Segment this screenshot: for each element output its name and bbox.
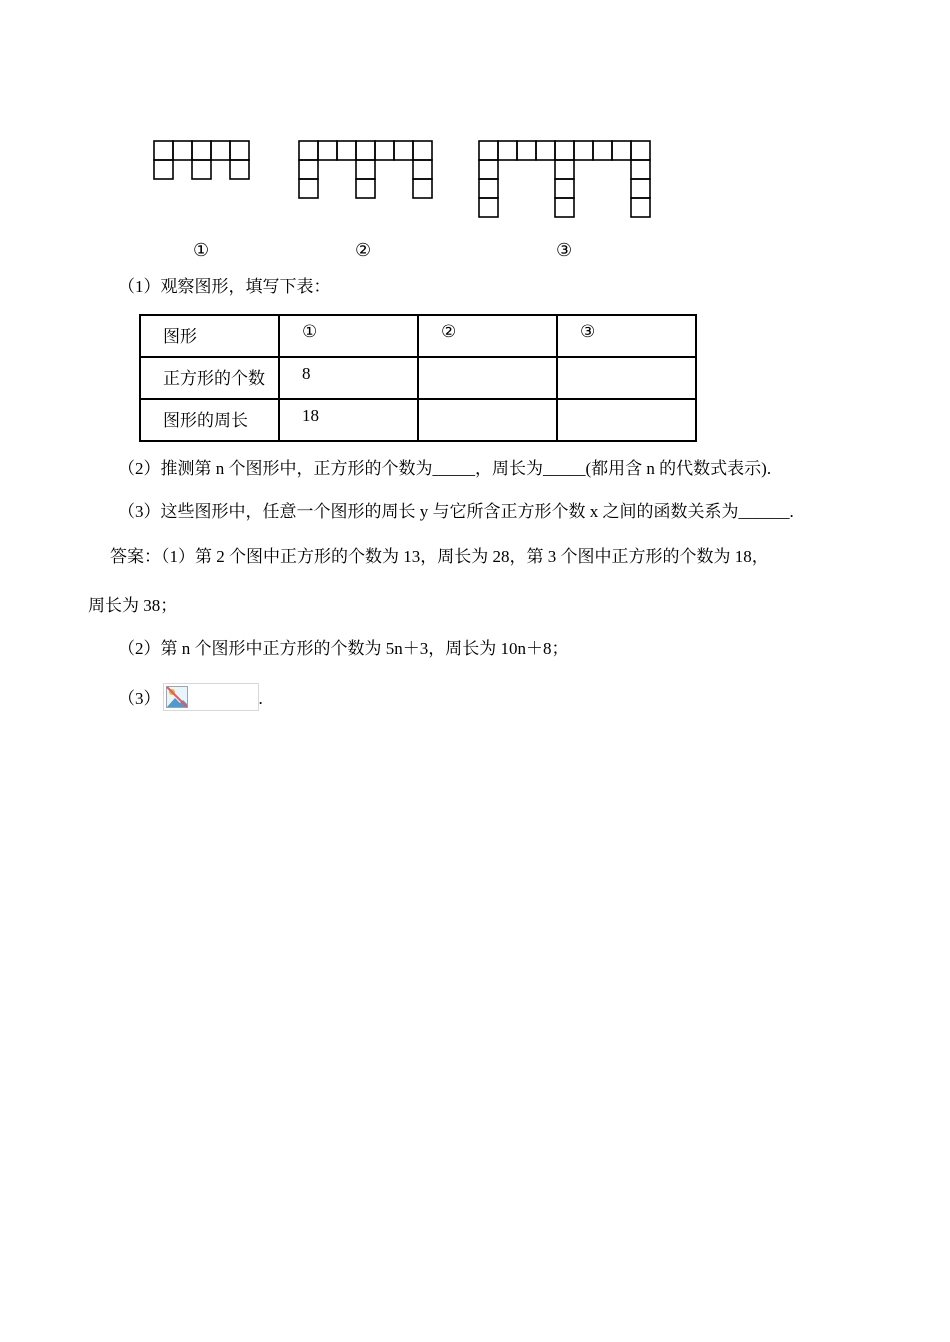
unit-square: [211, 141, 230, 160]
figure-3: [478, 140, 651, 218]
answer-line-1: 答案：（1）第 2 个图中正方形的个数为 13，周长为 28，第 3 个图中正方形的个数为 18，: [110, 547, 769, 566]
unit-square: [413, 179, 432, 198]
answer-line-4-prefix: （3）: [118, 689, 161, 708]
question-2: （2）推测第 n 个图形中，正方形的个数为_____，周长为_____(都用含 n 的代数式表示).: [118, 459, 772, 478]
broken-image-icon: [163, 683, 259, 711]
figure-label-2: ②: [355, 240, 372, 261]
figure-label-1: ①: [193, 240, 210, 261]
unit-square: [299, 179, 318, 198]
unit-square: [631, 160, 650, 179]
unit-square: [337, 141, 356, 160]
unit-square: [154, 141, 173, 160]
unit-square: [173, 141, 192, 160]
table-row: [140, 315, 696, 357]
unit-square: [318, 141, 337, 160]
table-cell: ②: [418, 315, 557, 357]
unit-square: [479, 198, 498, 217]
unit-square: [299, 160, 318, 179]
figure-2: [298, 140, 433, 199]
unit-square: [299, 141, 318, 160]
answer-line-3: （2）第 n 个图形中正方形的个数为 5n＋3，周长为 10n＋8；: [118, 639, 569, 658]
unit-square: [593, 141, 612, 160]
answer-line-4-suffix: .: [258, 689, 263, 708]
table-row: [140, 357, 696, 399]
unit-square: [154, 160, 173, 179]
table-cell: ③: [557, 315, 696, 357]
squares-figure: [153, 140, 250, 180]
table-cell: 图形: [140, 315, 279, 357]
table-cell: 18: [279, 399, 418, 441]
unit-square: [631, 198, 650, 217]
unit-square: [192, 141, 211, 160]
unit-square: [479, 160, 498, 179]
unit-square: [555, 198, 574, 217]
unit-square: [356, 141, 375, 160]
table-cell: 8: [279, 357, 418, 399]
table-cell: [418, 357, 557, 399]
figure-row: [150, 140, 670, 270]
unit-square: [356, 160, 375, 179]
unit-square: [574, 141, 593, 160]
figure-label-3: ③: [556, 240, 573, 261]
unit-square: [479, 179, 498, 198]
unit-square: [555, 179, 574, 198]
unit-square: [230, 141, 249, 160]
question-1: （1）观察图形，填写下表：: [118, 277, 331, 296]
squares-figure: [298, 140, 433, 199]
answer-line-2: 周长为 38；: [88, 596, 178, 615]
observation-table: [139, 314, 697, 442]
unit-square: [498, 141, 517, 160]
table-cell: [557, 399, 696, 441]
question-3: （3）这些图形中，任意一个图形的周长 y 与它所含正方形个数 x 之间的函数关系为______.: [118, 502, 794, 521]
table-row: [140, 399, 696, 441]
table-cell: [418, 399, 557, 441]
unit-square: [356, 179, 375, 198]
squares-figure: [478, 140, 651, 218]
unit-square: [230, 160, 249, 179]
unit-square: [479, 141, 498, 160]
unit-square: [555, 141, 574, 160]
unit-square: [631, 179, 650, 198]
answer-line-4: [118, 688, 263, 711]
table-cell: [557, 357, 696, 399]
unit-square: [612, 141, 631, 160]
table-cell: 图形的周长: [140, 399, 279, 441]
unit-square: [192, 160, 211, 179]
unit-square: [394, 141, 413, 160]
unit-square: [413, 160, 432, 179]
figure-1: [153, 140, 250, 180]
unit-square: [555, 160, 574, 179]
unit-square: [413, 141, 432, 160]
table-cell: 正方形的个数: [140, 357, 279, 399]
unit-square: [536, 141, 555, 160]
unit-square: [517, 141, 536, 160]
unit-square: [631, 141, 650, 160]
table-cell: ①: [279, 315, 418, 357]
unit-square: [375, 141, 394, 160]
